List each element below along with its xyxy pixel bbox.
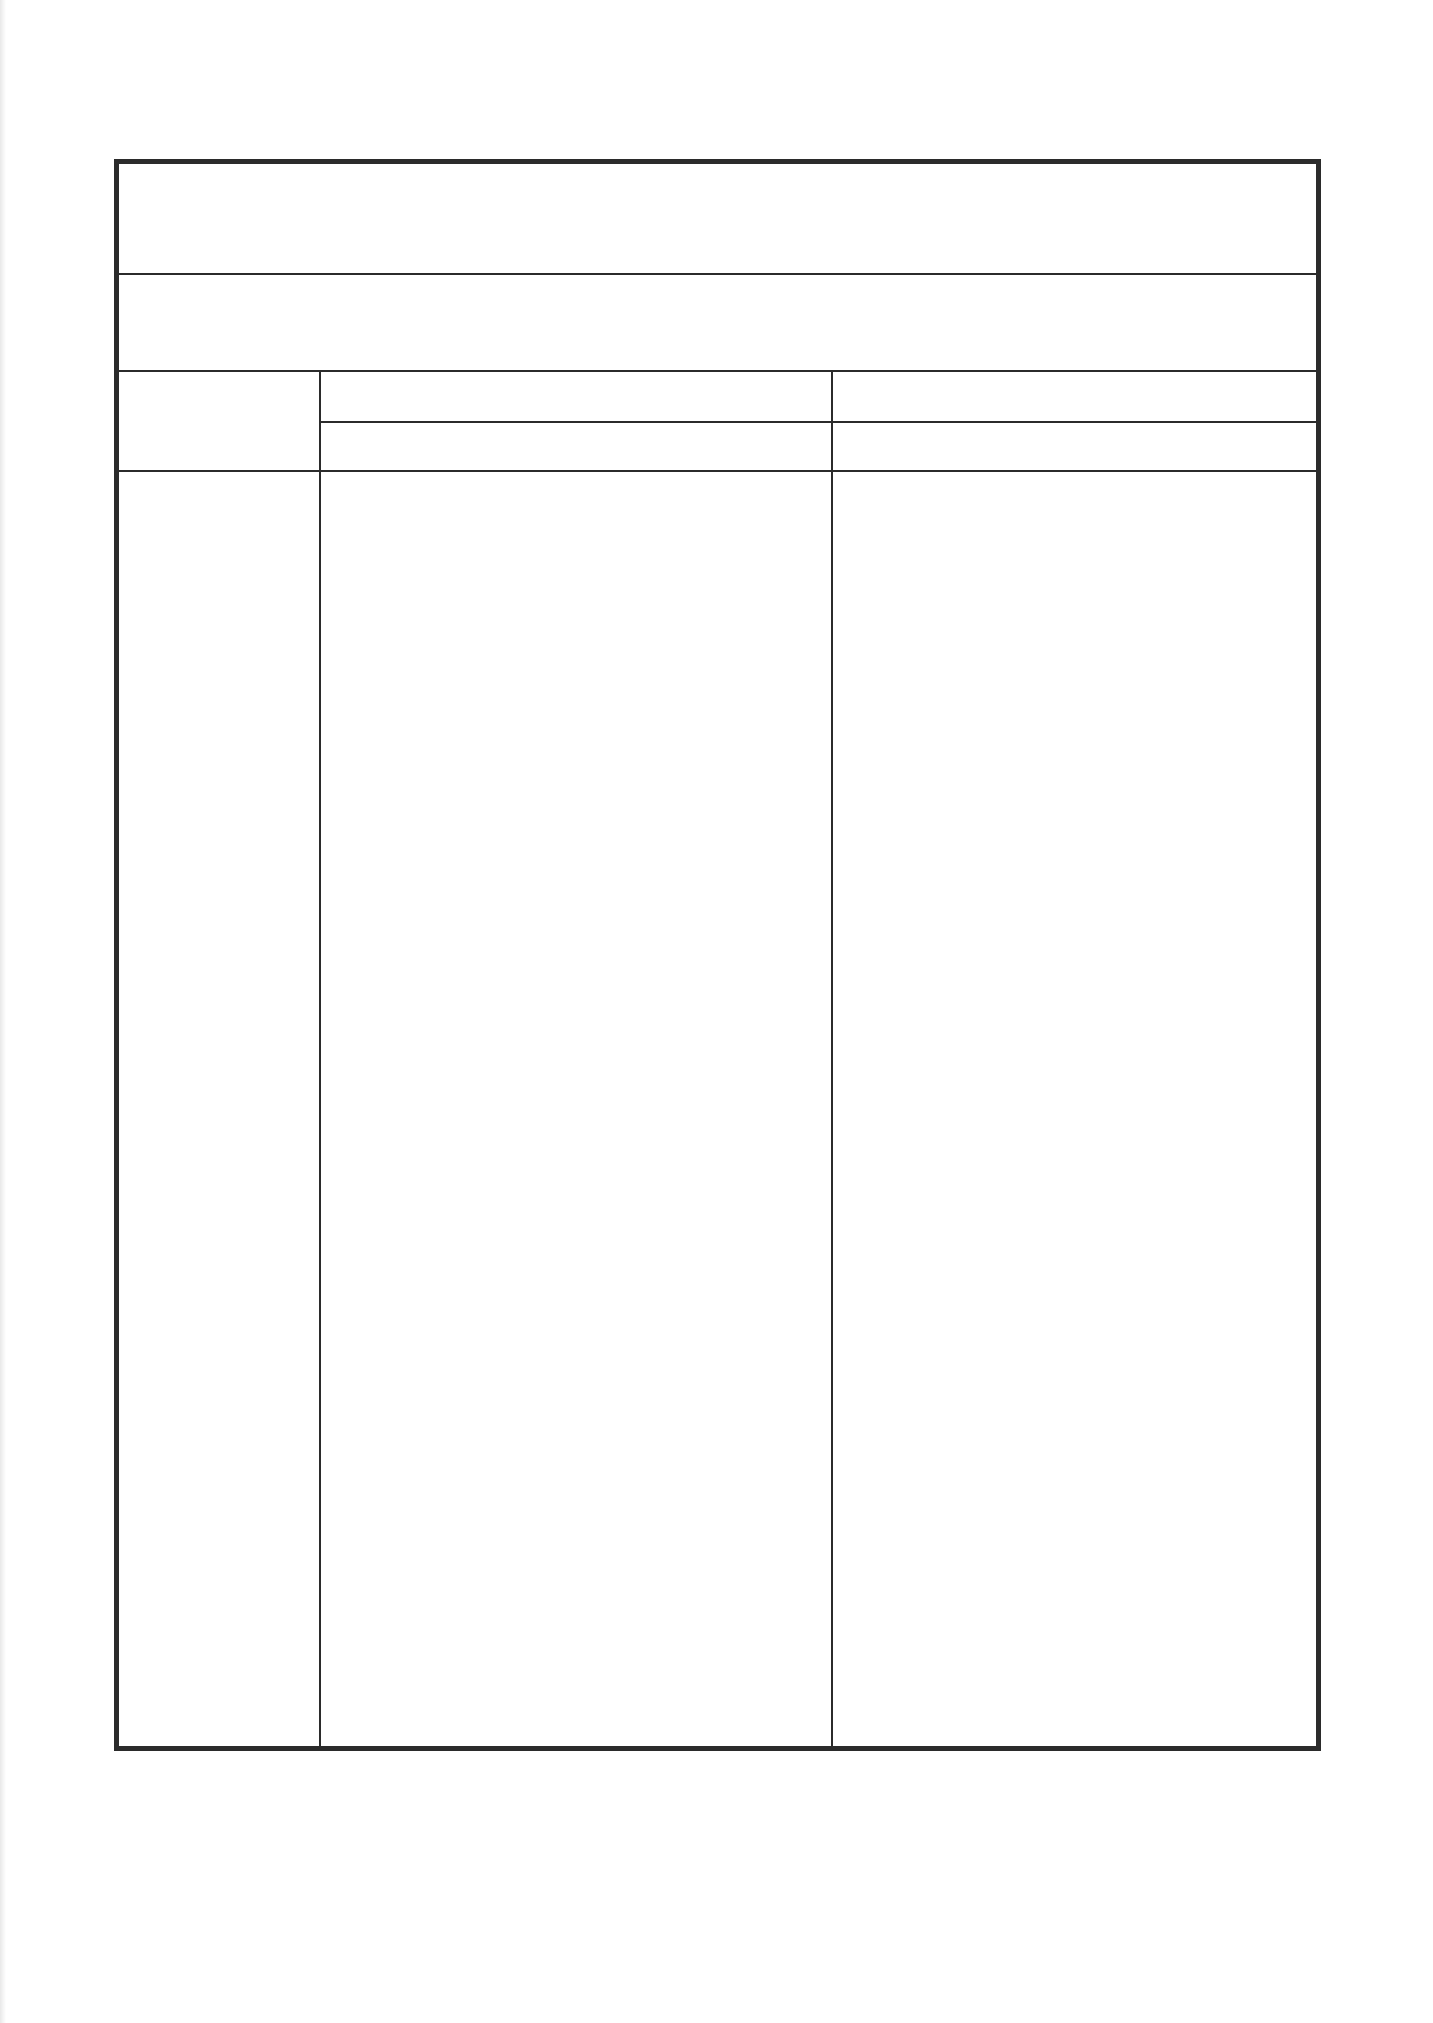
scan-edge-shadow <box>0 0 6 2023</box>
header-mid-line <box>319 421 1319 423</box>
table-header <box>119 372 1316 472</box>
form-title-row <box>119 164 1316 275</box>
usage-license-form <box>114 159 1321 1751</box>
column-divider-2 <box>831 472 833 1747</box>
form-subtitle-row <box>119 275 1316 372</box>
column-divider-1 <box>319 472 321 1747</box>
